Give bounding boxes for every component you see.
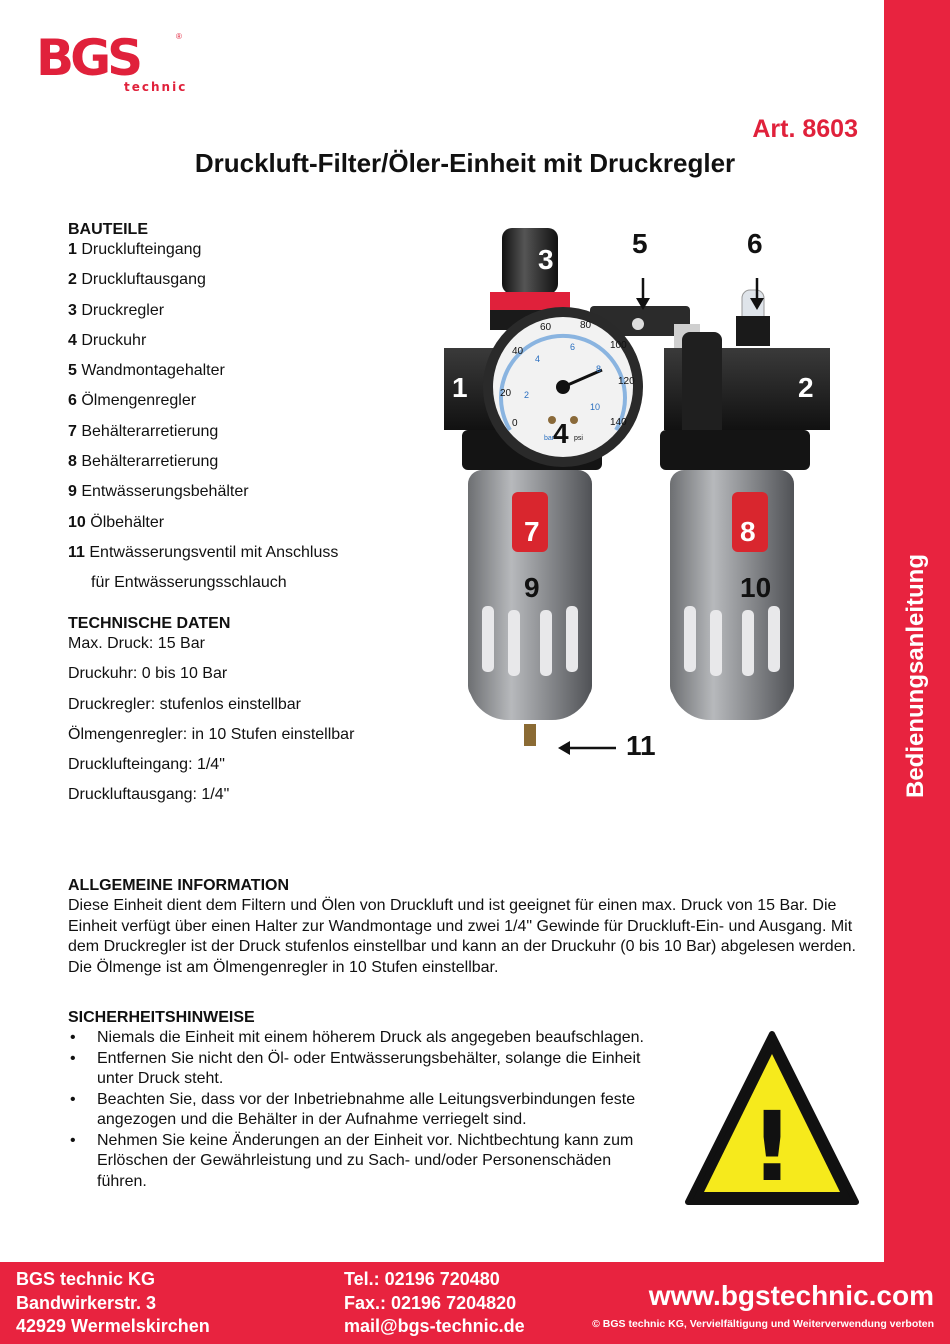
info-text: Diese Einheit dient dem Filtern und Ölen von Druckluft und ist geeignet für einen max. Druck von 15 Bar. Die Einheit verfügt über einen Halter zur Wandmontage und zwei 1/4" Gewinde für Druckluft-Ein- und Ausgang. Mit dem Druckregler ist der Druck stufenlos einstellbar und kann an der Druckuhr (0 bis 10 Bar) abgelesen werden. Die Ölmenge ist am Ölmengenregler in 10 Stufen einstellbar. <box>68 897 856 976</box>
part-number: 1 <box>68 241 77 258</box>
part-label: Drucklufteingang <box>81 241 202 258</box>
footer-contact <box>344 1268 525 1339</box>
list-item <box>68 265 448 295</box>
specs-section <box>68 614 448 811</box>
part-label: Druckregler <box>81 301 165 319</box>
part-label: Druckuhr <box>81 331 147 349</box>
list-item <box>68 417 448 447</box>
spec-item: Drucklufteingang: 1/4" <box>68 756 225 774</box>
gauge-unit-bar: bar <box>544 435 555 442</box>
logo-registered-mark: ® <box>176 32 182 41</box>
part-label: Druckluftausgang <box>81 271 206 289</box>
list-item <box>68 538 448 568</box>
part-number: 8 <box>68 453 77 471</box>
callout-11: 11 <box>626 730 656 761</box>
callout-3: 3 <box>538 244 554 275</box>
part-number: 6 <box>68 392 77 410</box>
list-item <box>68 235 448 265</box>
part-continuation: für Entwässerungsschlauch <box>91 574 287 592</box>
spec-item: Druckregler: stufenlos einstellbar <box>68 695 301 713</box>
warning-exclamation: ! <box>750 1091 794 1203</box>
part-number: 10 <box>68 513 86 531</box>
company-street: Bandwirkerstr. 3 <box>16 1292 157 1313</box>
bgs-logo <box>36 28 186 98</box>
part-label: Behälterarretierung <box>81 453 219 471</box>
safety-heading: SICHERHEITSHINWEISE <box>68 1009 255 1026</box>
safety-list <box>68 1028 648 1192</box>
gauge-outer-tick: 60 <box>540 322 552 333</box>
list-item <box>68 508 448 538</box>
list-item <box>68 1131 648 1193</box>
safety-section <box>68 1008 648 1192</box>
part-label: Wandmontagehalter <box>81 362 225 380</box>
filter-regulator-lubricator-drawing <box>440 220 830 780</box>
safety-text: Niemals die Einheit mit einem höherem Druck als angegeben beaufschlagen. <box>97 1029 644 1046</box>
gauge-outer-tick: 40 <box>512 346 524 357</box>
part-label: Entwässerungsventil mit Anschluss <box>89 543 339 561</box>
warning-sign-icon <box>684 1030 860 1210</box>
part-number: 5 <box>68 362 77 380</box>
list-item <box>68 326 448 356</box>
list-item <box>68 1090 648 1131</box>
part-number: 2 <box>68 271 77 289</box>
gauge-outer-tick: 0 <box>512 418 518 429</box>
list-item <box>68 477 448 507</box>
website-link[interactable]: www.bgstechnic.com <box>648 1280 934 1311</box>
part-label: Entwässerungsbehälter <box>81 483 249 501</box>
spec-item: Druckluftausgang: 1/4" <box>68 786 230 804</box>
page-title: Druckluft-Filter/Öler-Einheit mit Druckregler <box>194 148 736 178</box>
list-item <box>68 1028 648 1049</box>
spec-item: Druckuhr: 0 bis 10 Bar <box>68 665 228 683</box>
part-number: 3 <box>68 301 77 319</box>
gauge-inner-tick: 6 <box>570 342 576 352</box>
sidebar-label: Bedienungsanleitung <box>902 553 929 799</box>
specs-list <box>68 629 448 811</box>
gauge-inner-tick: 2 <box>524 390 530 400</box>
part-number: 7 <box>68 422 77 440</box>
callout-8: 8 <box>740 516 756 547</box>
list-item <box>68 447 448 477</box>
part-number: 4 <box>68 331 77 349</box>
fax: Fax.: 02196 7204820 <box>344 1292 517 1313</box>
part-label: Behälterarretierung <box>81 422 219 440</box>
oil-adjust-knob <box>736 316 770 346</box>
logo-main-text: BGS <box>36 29 140 87</box>
part-label: Ölmengenregler <box>81 392 197 410</box>
bullet: • <box>70 1049 76 1067</box>
copyright: © BGS technic KG, Vervielfältigung und Weiterverwendung verboten <box>592 1318 934 1330</box>
email-link[interactable]: mail@bgs-technic.de <box>344 1316 525 1336</box>
gauge-outer-tick: 100 <box>610 340 627 351</box>
part-number: 9 <box>68 483 77 501</box>
bullet: • <box>70 1131 76 1149</box>
safety-text: Beachten Sie, dass vor der Inbetriebnahme alle Leitungsverbindungen feste angezogen und die Behälter in der Aufnahme verriegelt sind. <box>97 1090 636 1128</box>
product-illustration <box>440 220 830 780</box>
gauge-inner-tick: 4 <box>535 354 541 364</box>
gauge-inner-tick: 10 <box>590 402 601 412</box>
gauge-outer-tick: 80 <box>580 320 592 331</box>
list-item <box>68 296 448 326</box>
callout-10: 10 <box>740 572 772 603</box>
gauge-unit-psi: psi <box>574 435 583 442</box>
list-item <box>68 386 448 416</box>
callout-6: 6 <box>747 228 763 259</box>
safety-text: Entfernen Sie nicht den Öl- oder Entwässerungsbehälter, solange die Einheit unter Druck steht. <box>97 1049 641 1087</box>
article-number: Art. 8603 <box>752 115 858 143</box>
gauge-outer-tick: 140 <box>610 417 627 428</box>
spec-item: Ölmengenregler: in 10 Stufen einstellbar <box>68 725 355 743</box>
callout-9: 9 <box>524 572 540 603</box>
gauge-outer-tick: 120 <box>618 376 635 387</box>
callout-1: 1 <box>452 372 468 403</box>
company-city: 42929 Wermelskirchen <box>16 1316 210 1336</box>
callout-5: 5 <box>632 228 648 259</box>
callout-7: 7 <box>524 516 540 547</box>
general-info-section <box>68 876 868 978</box>
info-heading: ALLGEMEINE INFORMATION <box>68 877 290 894</box>
specs-heading: TECHNISCHE DATEN <box>68 615 231 632</box>
gauge-outer-tick: 20 <box>500 388 512 399</box>
parts-list <box>68 235 448 599</box>
company-name: BGS technic KG <box>16 1269 156 1289</box>
bullet: • <box>70 1029 76 1046</box>
part-number: 11 <box>68 543 85 561</box>
safety-text: Nehmen Sie keine Änderungen an der Einheit vor. Nichtbechtung kann zum Erlöschen der Gewährleistung und zu Sach- und/oder Personenschäden führen. <box>97 1131 634 1190</box>
phone: Tel.: 02196 720480 <box>344 1269 500 1289</box>
drain-valve <box>524 724 536 746</box>
callout-4: 4 <box>553 418 569 449</box>
parts-section <box>68 220 448 599</box>
footer <box>0 1262 950 1344</box>
sidebar-band <box>884 0 950 1262</box>
footer-company <box>16 1268 210 1339</box>
bullet: • <box>70 1090 76 1108</box>
parts-heading: BAUTEILE <box>68 221 148 238</box>
gauge-inner-tick: 8 <box>596 364 602 374</box>
callout-2: 2 <box>798 372 814 403</box>
logo-sub-text: technic <box>124 80 188 94</box>
list-item <box>68 356 448 386</box>
list-item <box>68 1049 648 1090</box>
spec-item: Max. Druck: 15 Bar <box>68 635 205 652</box>
part-label: Ölbehälter <box>90 513 165 531</box>
sidebar-label-box <box>896 526 936 826</box>
